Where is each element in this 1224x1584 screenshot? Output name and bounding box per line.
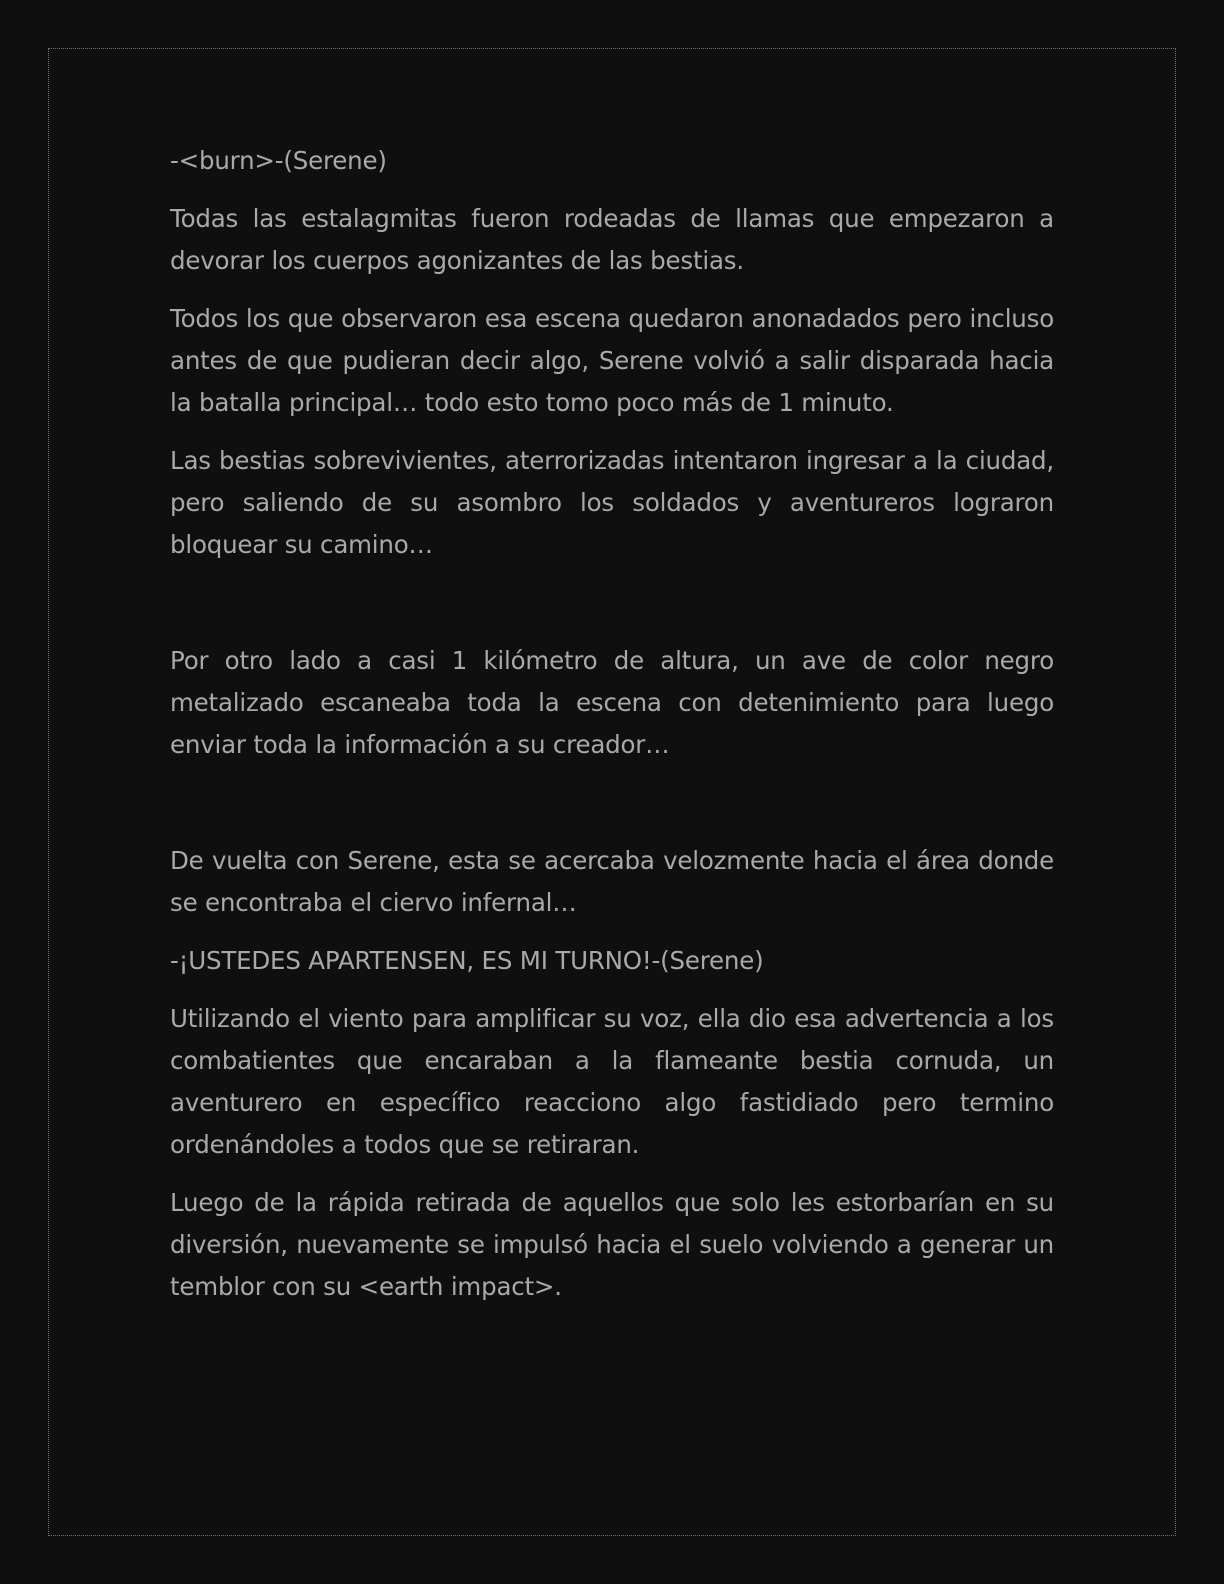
dialogue-line-burn: -<burn>-(Serene): [170, 146, 387, 175]
paragraph: Todas las estalagmitas fueron rodeadas de llamas que empezaron a devorar los cuerpos agonizantes de las bestias.: [170, 204, 1054, 275]
document-body: [170, 140, 1054, 1324]
paragraph: Utilizando el viento para amplificar su voz, ella dio esa advertencia a los combatientes que encaraban a la flameante bestia cornuda, un aventurero en específico reacciono algo fastidiado pero termino ordenándoles a todos que se retiraran.: [170, 1004, 1054, 1159]
paragraph: Luego de la rápida retirada de aquellos que solo les estorbarían en su diversión, nuevamente se impulsó hacia el suelo volviendo a generar un temblor con su <earth impact>.: [170, 1188, 1054, 1301]
paragraph: Las bestias sobrevivientes, aterrorizadas intentaron ingresar a la ciudad, pero saliendo de su asombro los soldados y aventureros lograron bloquear su camino…: [170, 446, 1054, 559]
paragraph: Por otro lado a casi 1 kilómetro de altura, un ave de color negro metalizado escaneaba toda la escena con detenimiento para luego enviar toda la información a su creador…: [170, 646, 1054, 759]
blank-line: [170, 782, 1054, 824]
blank-line: [170, 582, 1054, 624]
paragraph: De vuelta con Serene, esta se acercaba velozmente hacia el área donde se encontraba el ciervo infernal…: [170, 846, 1054, 917]
dialogue-line-turno: -¡USTEDES APARTENSEN, ES MI TURNO!-(Serene): [170, 946, 764, 975]
paragraph: Todos los que observaron esa escena quedaron anonadados pero incluso antes de que pudieran decir algo, Serene volvió a salir disparada hacia la batalla principal… todo esto tomo poco más de 1 minuto.: [170, 304, 1054, 417]
